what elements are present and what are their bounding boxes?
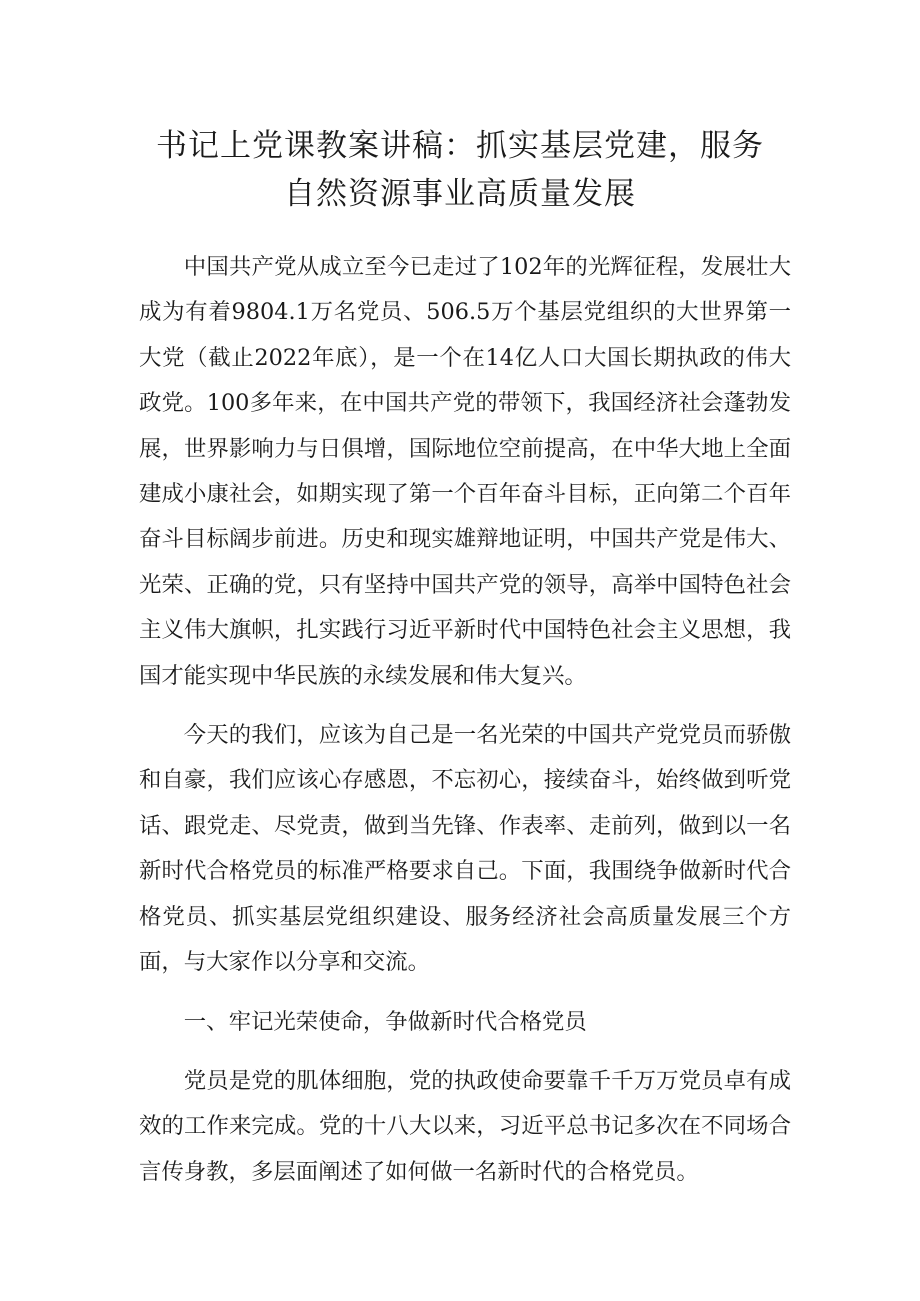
title-line-1: 书记上党课教案讲稿：抓实基层党建，服务	[156, 128, 764, 164]
title-line-2: 自然资源事业高质量发展	[284, 176, 636, 212]
paragraph: 党员是党的肌体细胞，党的执政使命要靠千千万万党员卓有成效的工作来完成。党的十八大以来，习近平总书记多次在不同场合言传身教，多层面阐述了如何做一名新时代的合格党员。	[139, 1067, 791, 1185]
paragraph: 中国共产党从成立至今已走过了102年的光辉征程，发展壮大成为有着9804.1万名党员、506.5万个基层党组织的大世界第一大党（截止2022年底），是一个在14亿人口大国长期执政的伟大政党。100多年来，在中国共产党的带领下，我国经济社会蓬勃发展，世界影响力与日俱增，国际地位空前提高，在中华大地上全面建成小康社会，如期实现了第一个百年奋斗目标，正向第二个百年奋斗目标阔步前进。历史和现实雄辩地证明，中国共产党是伟大、光荣、正确的党，只有坚持中国共产党的领导，高举中国特色社会主义伟大旗帜，扎实践行习近平新时代中国特色社会主义思想，我国才能实现中华民族的永续发展和伟大复兴。	[139, 254, 791, 689]
paragraph: 今天的我们，应该为自己是一名光荣的中国共产党党员而骄傲和自豪，我们应该心存感恩，不忘初心，接续奋斗，始终做到听党话、跟党走、尽党责，做到当先锋、作表率、走前列，做到以一名新时代合格党员的标准严格要求自己。下面，我围绕争做新时代合格党员、抓实基层党组织建设、服务经济社会高质量发展三个方面，与大家作以分享和交流。	[139, 722, 791, 976]
document-title	[120, 122, 800, 218]
document-body	[139, 245, 791, 1209]
section-heading: 一、牢记光荣使命，争做新时代合格党员	[183, 1008, 587, 1035]
